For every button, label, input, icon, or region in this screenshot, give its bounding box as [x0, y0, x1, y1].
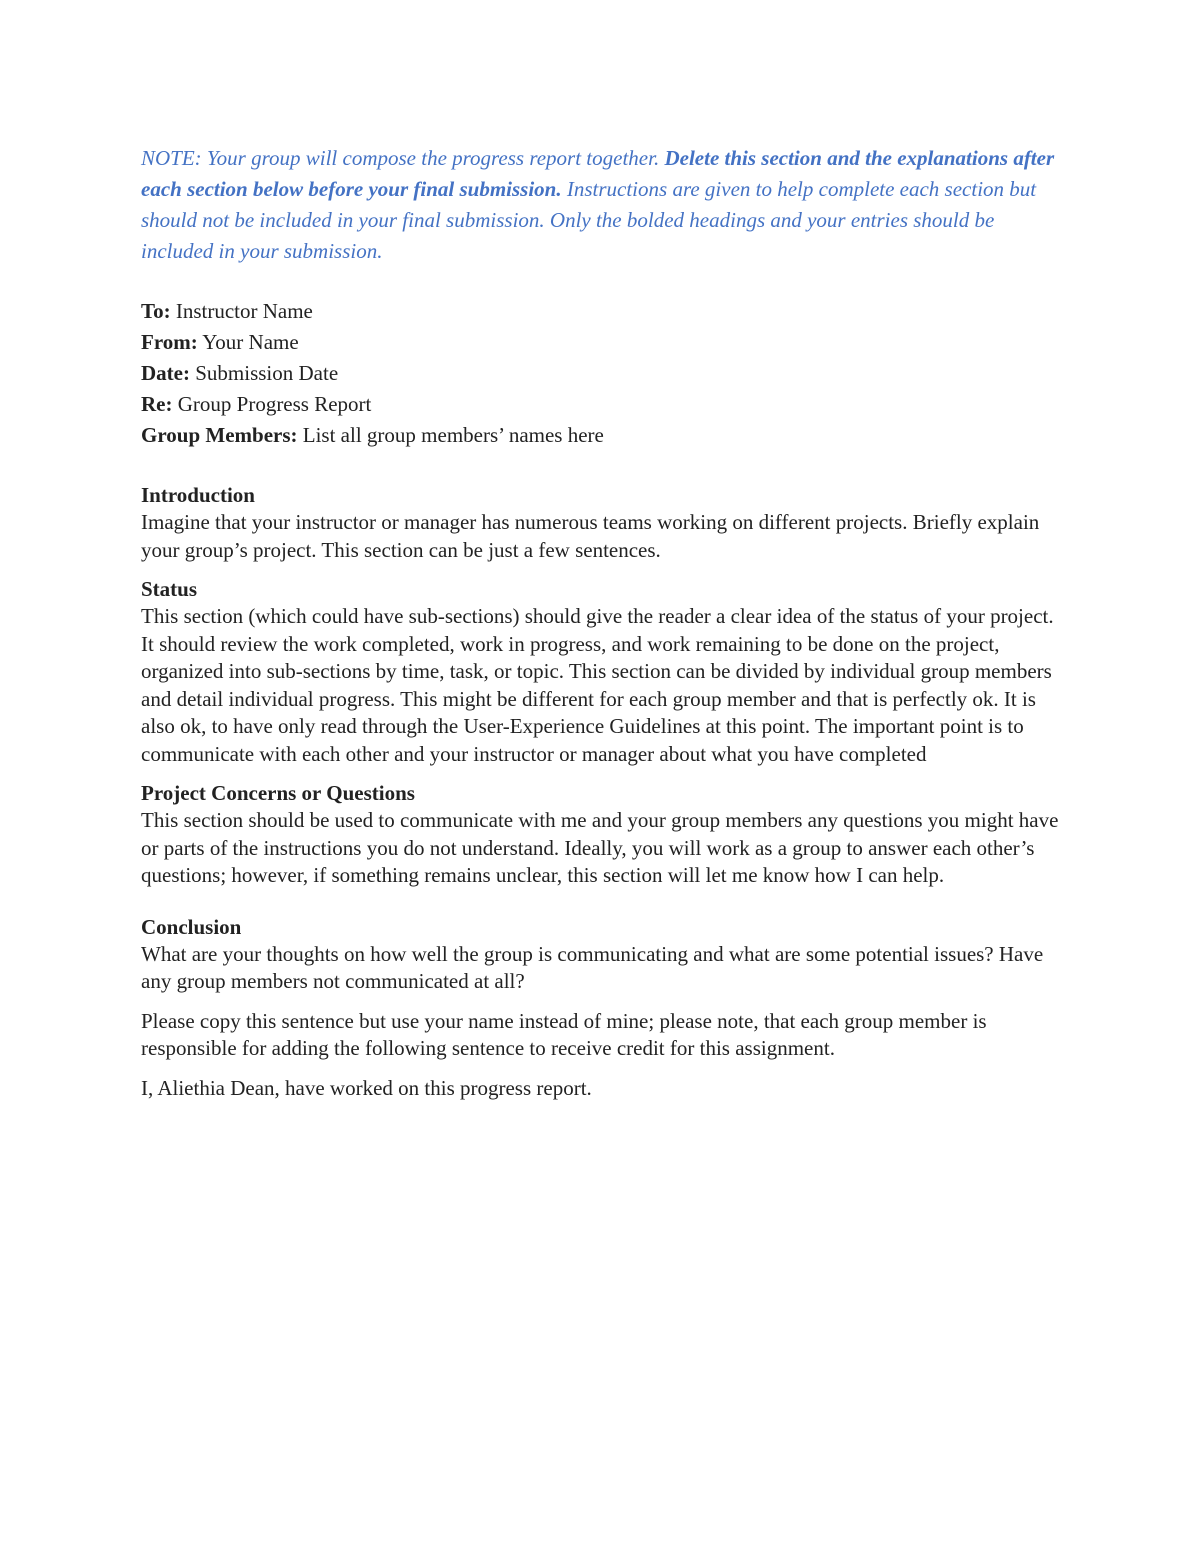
concerns-heading: Project Concerns or Questions [141, 781, 415, 805]
memo-from-label: From: [141, 330, 198, 354]
note-text-2: Instructions are given to help complete each section but should not be included in your final submission. Only the bolded headings and your entries should be included in your submission. [141, 177, 1037, 263]
memo-to-value: Instructor Name [170, 299, 313, 323]
section-introduction [141, 482, 1066, 564]
section-conclusion [141, 914, 1066, 1103]
document-page [141, 143, 1066, 1114]
introduction-body: Imagine that your instructor or manager has numerous teams working on different projects. Briefly explain your group’s project. This section can be just a few sentences. [141, 510, 1040, 562]
memo-group-members-label: Group Members: [141, 423, 298, 447]
memo-group-members [141, 420, 1066, 451]
memo-re-label: Re: [141, 392, 173, 416]
conclusion-copy-instruction: Please copy this sentence but use your name instead of mine; please note, that each group member is responsible for adding the following sentence to receive credit for this assignment. [141, 1008, 987, 1060]
introduction-heading: Introduction [141, 483, 255, 507]
memo-re [141, 389, 1066, 420]
signature-sentence: I, Aliethia Dean, have worked on this progress report. [141, 1075, 592, 1100]
section-status [141, 576, 1066, 768]
status-body: This section (which could have sub-sections) should give the reader a clear idea of the status of your project. It should review the work completed, work in progress, and work remaining to be done on the project, organized into sub-sections by time, task, or topic. This section can be divided by individual group members and detail individual progress. This might be different for each group member and that is perfectly ok. It is also ok, to have only read through the User-Experience Guidelines at this point. The important point is to communicate with each other and your instructor or manager about what you have completed [141, 604, 1054, 766]
memo-date-value: Submission Date [189, 361, 339, 385]
conclusion-heading: Conclusion [141, 914, 242, 939]
memo-group-members-value: List all group members’ names here [297, 423, 604, 447]
memo-to-label: To: [141, 299, 171, 323]
memo-header [141, 296, 1066, 451]
memo-from-value: Your Name [197, 330, 299, 354]
note-bold-text: Delete this section and the explanations after each section below before your final submission. [141, 146, 1055, 201]
note-text-1: NOTE: Your group will compose the progress report together. [141, 146, 665, 170]
memo-date [141, 358, 1066, 389]
memo-date-label: Date: [141, 361, 190, 385]
status-heading: Status [141, 577, 198, 601]
section-concerns [141, 780, 1066, 890]
memo-re-value: Group Progress Report [172, 392, 372, 416]
memo-to [141, 296, 1066, 327]
concerns-body: This section should be used to communicate with me and your group members any questions you might have or parts of the instructions you do not understand. Ideally, you will work as a group to answer each other’s questions; however, if something remains unclear, this section will let me know how I can help. [141, 808, 1059, 887]
conclusion-body: What are your thoughts on how well the group is communicating and what are some potential issues? Have any group members not communicated at all? [141, 941, 1044, 993]
memo-from [141, 327, 1066, 358]
instruction-note [141, 143, 1066, 267]
